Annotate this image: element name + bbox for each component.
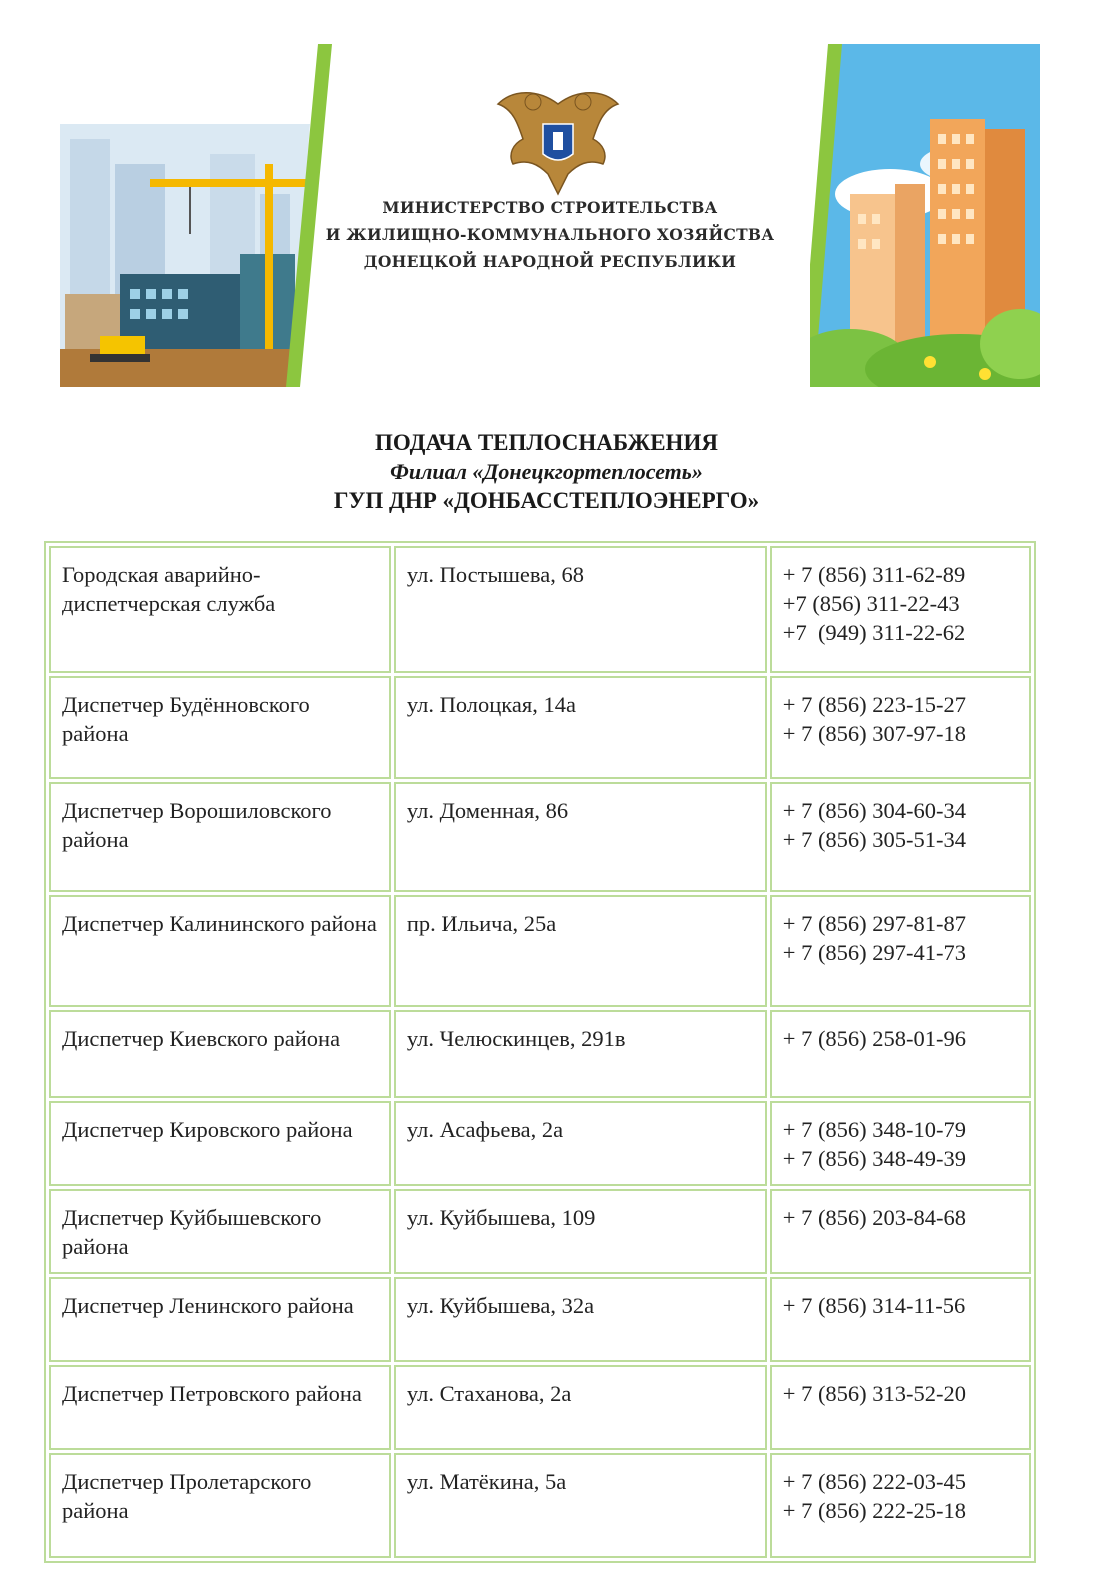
ministry-line-2: И ЖИЛИЩНО-КОММУНАЛЬНОГО ХОЗЯЙСТВА: [325, 225, 775, 244]
address-cell: ул. Доменная, 86: [394, 782, 767, 892]
service-name-cell: Диспетчер Куйбышевского района: [49, 1189, 391, 1274]
phone-number[interactable]: + 7 (856) 222-03-45: [782, 1469, 967, 1494]
phone-number[interactable]: + 7 (856) 305-51-34: [782, 827, 967, 852]
phone-number[interactable]: + 7 (856) 297-81-87: [782, 911, 967, 936]
phone-number[interactable]: + 7 (856) 304-60-34: [782, 798, 967, 823]
residential-scene-illustration: [810, 44, 1040, 387]
table-row: [49, 1101, 1031, 1186]
table-row: [49, 1010, 1031, 1098]
double-headed-eagle-emblem: [493, 84, 623, 196]
table-row: [49, 1365, 1031, 1450]
phone-number[interactable]: + 7 (856) 203-84-68: [782, 1205, 967, 1230]
phone-cell: [770, 1010, 1031, 1098]
ministry-name: [310, 194, 790, 275]
address-cell: пр. Ильича, 25а: [394, 895, 767, 1007]
phone-number[interactable]: + 7 (856) 313-52-20: [782, 1381, 967, 1406]
address-cell: ул. Полоцкая, 14а: [394, 676, 767, 779]
document-heading: [0, 428, 1093, 515]
phone-cell: [770, 1277, 1031, 1362]
phone-number[interactable]: + 7 (856) 314-11-56: [782, 1293, 966, 1318]
phone-number[interactable]: + 7 (856) 258-01-96: [782, 1026, 967, 1051]
service-name-cell: Диспетчер Кировского района: [49, 1101, 391, 1186]
phone-number[interactable]: + 7 (856) 222-25-18: [782, 1498, 967, 1523]
service-name-cell: Диспетчер Калининского района: [49, 895, 391, 1007]
service-name-cell: Диспетчер Ленинского района: [49, 1277, 391, 1362]
phone-number[interactable]: + 7 (856) 307-97-18: [782, 721, 967, 746]
ministry-line-1: МИНИСТЕРСТВО СТРОИТЕЛЬСТВА: [382, 198, 718, 217]
dispatch-table-container: [44, 541, 1036, 1563]
heading-company: ГУП ДНР «ДОНБАССТЕПЛОЭНЕРГО»: [333, 488, 760, 513]
table-row: [49, 1277, 1031, 1362]
phone-number[interactable]: +7 (856) 311-22-43: [782, 591, 960, 616]
phone-number[interactable]: + 7 (856) 348-49-39: [782, 1146, 967, 1171]
phone-cell: [770, 1101, 1031, 1186]
phone-number[interactable]: + 7 (856) 348-10-79: [782, 1117, 967, 1142]
service-name-cell: Диспетчер Ворошиловского района: [49, 782, 391, 892]
phone-cell: [770, 895, 1031, 1007]
heading-branch: Филиал «Донецкгортеплосеть»: [390, 459, 703, 484]
dispatch-contacts-table: [44, 541, 1036, 1563]
table-row: [49, 676, 1031, 779]
address-cell: ул. Куйбышева, 32а: [394, 1277, 767, 1362]
phone-cell: [770, 1189, 1031, 1274]
address-cell: ул. Матёкина, 5а: [394, 1453, 767, 1558]
address-cell: ул. Куйбышева, 109: [394, 1189, 767, 1274]
phone-number[interactable]: +7 (949) 311-22-62: [782, 620, 966, 645]
phone-number[interactable]: + 7 (856) 223-15-27: [782, 692, 967, 717]
phone-number[interactable]: + 7 (856) 297-41-73: [782, 940, 967, 965]
service-name-cell: Городская аварийно-диспетчерская служба: [49, 546, 391, 673]
service-name-cell: Диспетчер Петровского района: [49, 1365, 391, 1450]
table-row: [49, 782, 1031, 892]
heading-title: ПОДАЧА ТЕПЛОСНАБЖЕНИЯ: [375, 430, 718, 455]
table-row: [49, 1453, 1031, 1558]
ministry-line-3: ДОНЕЦКОЙ НАРОДНОЙ РЕСПУБЛИКИ: [363, 252, 737, 271]
table-row: [49, 546, 1031, 673]
service-name-cell: Диспетчер Киевского района: [49, 1010, 391, 1098]
phone-cell: [770, 782, 1031, 892]
table-row: [49, 895, 1031, 1007]
header-banner: [60, 44, 1040, 387]
service-name-cell: Диспетчер Будённовского района: [49, 676, 391, 779]
table-row: [49, 1189, 1031, 1274]
phone-cell: [770, 676, 1031, 779]
phone-cell: [770, 1453, 1031, 1558]
address-cell: ул. Постышева, 68: [394, 546, 767, 673]
phone-cell: [770, 1365, 1031, 1450]
service-name-cell: Диспетчер Пролетарского района: [49, 1453, 391, 1558]
address-cell: ул. Асафьева, 2а: [394, 1101, 767, 1186]
phone-number[interactable]: + 7 (856) 311-62-89: [782, 562, 966, 587]
address-cell: ул. Челюскинцев, 291в: [394, 1010, 767, 1098]
address-cell: ул. Стаханова, 2а: [394, 1365, 767, 1450]
phone-cell: [770, 546, 1031, 673]
